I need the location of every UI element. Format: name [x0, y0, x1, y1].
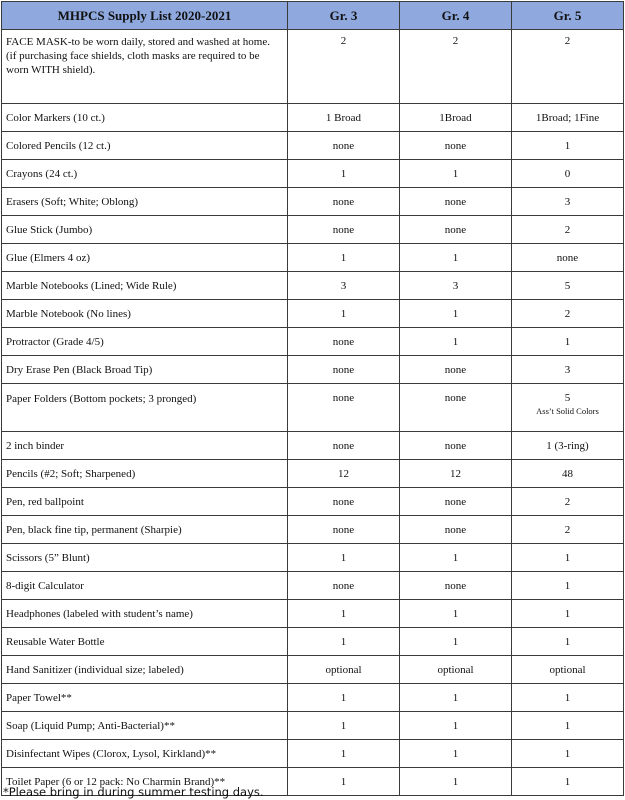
item-label: Marble Notebooks (Lined; Wide Rule)	[6, 279, 177, 292]
grade-5-cell	[512, 30, 624, 104]
quantity-value: none	[332, 223, 355, 236]
item-cell	[2, 104, 288, 132]
item-label: Pencils (#2; Soft; Sharpened)	[6, 467, 136, 480]
quantity-value: 3	[340, 279, 347, 292]
item-label: 8-digit Calculator	[6, 579, 84, 592]
item-label: Protractor (Grade 4/5)	[6, 335, 104, 348]
grade-5-cell	[512, 216, 624, 244]
grade-3-cell	[288, 300, 400, 328]
grade-3-cell	[288, 244, 400, 272]
grade-5-cell	[512, 432, 624, 460]
item-cell	[2, 300, 288, 328]
quantity-value: 1	[452, 551, 459, 564]
quantity-value: none	[332, 392, 355, 404]
quantity-value: 1	[564, 335, 571, 348]
quantity-value: 0	[564, 167, 571, 180]
quantity-value: none	[332, 139, 355, 152]
item-cell	[2, 712, 288, 740]
quantity-value: 1	[452, 635, 459, 648]
grade-4-cell	[400, 600, 512, 628]
grade-3-header: Gr. 3	[288, 2, 400, 30]
grade-5-cell	[512, 188, 624, 216]
quantity-value: 1	[452, 719, 459, 732]
grade-4-cell	[400, 356, 512, 384]
supply-list-sheet	[1, 1, 623, 796]
quantity-value: 1	[564, 139, 571, 152]
quantity-value: 12	[338, 467, 349, 480]
item-cell	[2, 384, 288, 432]
grade-5-cell	[512, 104, 624, 132]
table-row	[2, 516, 624, 544]
quantity-value: none	[444, 139, 467, 152]
grade-4-cell	[400, 188, 512, 216]
grade-3-cell	[288, 328, 400, 356]
grade-3-cell	[288, 544, 400, 572]
item-cell	[2, 30, 288, 104]
grade-4-cell	[400, 572, 512, 600]
quantity-value: 1Broad; 1Fine	[535, 111, 600, 124]
item-cell	[2, 216, 288, 244]
quantity-value: 2	[452, 35, 459, 47]
quantity-value: none	[332, 195, 355, 208]
grade-5-cell	[512, 272, 624, 300]
grade-3-cell	[288, 488, 400, 516]
item-cell	[2, 488, 288, 516]
table-row	[2, 104, 624, 132]
quantity-value: 2	[564, 307, 571, 320]
table-row	[2, 132, 624, 160]
quantity-value: 48	[562, 467, 573, 480]
quantity-value: none	[332, 523, 355, 536]
grade-4-cell	[400, 544, 512, 572]
item-cell	[2, 188, 288, 216]
grade-5-cell	[512, 740, 624, 768]
quantity-value: 1	[452, 307, 459, 320]
grade-3-cell	[288, 628, 400, 656]
item-cell	[2, 516, 288, 544]
grade-3-cell	[288, 516, 400, 544]
grade-3-cell	[288, 460, 400, 488]
item-label: Glue (Elmers 4 oz)	[6, 251, 90, 264]
table-row	[2, 488, 624, 516]
grade-4-cell	[400, 516, 512, 544]
item-label: Glue Stick (Jumbo)	[6, 223, 93, 236]
grade-3-cell	[288, 768, 400, 796]
table-row	[2, 628, 624, 656]
quantity-value: none	[332, 363, 355, 376]
quantity-value: none	[444, 392, 467, 404]
item-cell	[2, 160, 288, 188]
table-row	[2, 356, 624, 384]
quantity-value: 1	[452, 251, 459, 264]
item-cell	[2, 572, 288, 600]
grade-5-cell	[512, 544, 624, 572]
table-row	[2, 740, 624, 768]
item-cell	[2, 544, 288, 572]
grade-3-cell	[288, 216, 400, 244]
table-row	[2, 300, 624, 328]
quantity-value: 1	[564, 551, 571, 564]
item-cell	[2, 628, 288, 656]
item-label: Hand Sanitizer (individual size; labeled)	[6, 663, 184, 676]
item-cell	[2, 656, 288, 684]
grade-5-cell	[512, 356, 624, 384]
quantity-value: none	[444, 363, 467, 376]
grade-4-cell	[400, 460, 512, 488]
grade-5-header: Gr. 5	[512, 2, 624, 30]
grade-4-cell	[400, 244, 512, 272]
quantity-value: 5	[564, 392, 571, 404]
quantity-value: 1	[340, 747, 347, 760]
item-label: 2 inch binder	[6, 439, 65, 452]
item-cell	[2, 460, 288, 488]
grade-5-cell	[512, 768, 624, 796]
quantity-value: 3	[564, 195, 571, 208]
item-label: Color Markers (10 ct.)	[6, 111, 105, 124]
table-row	[2, 272, 624, 300]
quantity-value: 1	[340, 307, 347, 320]
grade-3-cell	[288, 104, 400, 132]
grade-4-cell	[400, 432, 512, 460]
grade-5-cell	[512, 628, 624, 656]
grade-5-cell	[512, 516, 624, 544]
item-label: Scissors (5” Blunt)	[6, 551, 90, 564]
item-label: FACE MASK-to be worn daily, stored and washed at home. (if purchasing face shields, cloth masks are required to be worn WITH shield).	[6, 36, 270, 76]
quantity-value: none	[444, 223, 467, 236]
quantity-value: 3	[564, 363, 571, 376]
quantity-value: 2	[564, 223, 571, 236]
table-row	[2, 544, 624, 572]
grade-3-cell	[288, 160, 400, 188]
table-row	[2, 384, 624, 432]
quantity-value: none	[556, 251, 579, 264]
quantity-value: none	[444, 523, 467, 536]
item-label: Paper Towel**	[6, 691, 72, 704]
table-row	[2, 460, 624, 488]
grade-5-cell	[512, 132, 624, 160]
grade-5-cell	[512, 384, 624, 432]
item-label: Headphones (labeled with student’s name)	[6, 607, 193, 620]
grade-3-cell	[288, 572, 400, 600]
item-label: Colored Pencils (12 ct.)	[6, 139, 111, 152]
grade-3-cell	[288, 684, 400, 712]
grade-4-cell	[400, 328, 512, 356]
item-label: Erasers (Soft; White; Oblong)	[6, 195, 139, 208]
grade-5-cell	[512, 684, 624, 712]
table-row	[2, 572, 624, 600]
grade-3-cell	[288, 272, 400, 300]
quantity-value: 1	[340, 607, 347, 620]
grade-5-cell	[512, 328, 624, 356]
item-cell	[2, 684, 288, 712]
quantity-value: none	[332, 335, 355, 348]
item-cell	[2, 132, 288, 160]
grade-4-cell	[400, 656, 512, 684]
grade-3-cell	[288, 384, 400, 432]
quantity-value: 1	[340, 635, 347, 648]
quantity-value: 1	[340, 551, 347, 564]
item-label: Pen, black fine tip, permanent (Sharpie)	[6, 523, 182, 536]
table-row	[2, 160, 624, 188]
table-row	[2, 600, 624, 628]
grade-4-cell	[400, 160, 512, 188]
quantity-value: optional	[437, 663, 474, 676]
grade-5-cell	[512, 300, 624, 328]
grade-3-cell	[288, 656, 400, 684]
quantity-value: 1	[452, 607, 459, 620]
quantity-value: none	[332, 579, 355, 592]
grade-4-cell	[400, 684, 512, 712]
grade-4-header: Gr. 4	[400, 2, 512, 30]
quantity-value: 1	[564, 579, 571, 592]
quantity-value: none	[332, 439, 355, 452]
grade-4-cell	[400, 628, 512, 656]
grade-4-cell	[400, 712, 512, 740]
quantity-value: 2	[340, 35, 347, 47]
grade-3-cell	[288, 132, 400, 160]
item-cell	[2, 432, 288, 460]
table-row	[2, 30, 624, 104]
quantity-value: 1	[564, 635, 571, 648]
quantity-value: 1	[564, 747, 571, 760]
quantity-value: none	[444, 495, 467, 508]
grade-4-cell	[400, 740, 512, 768]
quantity-value: none	[444, 439, 467, 452]
grade-3-cell	[288, 432, 400, 460]
quantity-value: optional	[325, 663, 362, 676]
quantity-value: 5	[564, 279, 571, 292]
quantity-value: 1	[340, 251, 347, 264]
grade-5-cell	[512, 244, 624, 272]
table-row	[2, 188, 624, 216]
grade-4-cell	[400, 104, 512, 132]
item-label: Marble Notebook (No lines)	[6, 307, 131, 320]
item-cell	[2, 272, 288, 300]
quantity-value: 1 (3-ring)	[546, 439, 589, 452]
grade-4-cell	[400, 132, 512, 160]
grade-4-cell	[400, 30, 512, 104]
grade-4-cell	[400, 488, 512, 516]
item-cell	[2, 740, 288, 768]
item-label: Pen, red ballpoint	[6, 495, 84, 508]
grade-4-cell	[400, 384, 512, 432]
table-row	[2, 656, 624, 684]
quantity-value: 1	[340, 167, 347, 180]
grade-5-cell	[512, 488, 624, 516]
quantity-value: 1	[340, 719, 347, 732]
grade-4-cell	[400, 300, 512, 328]
quantity-value: none	[332, 495, 355, 508]
grade-3-cell	[288, 188, 400, 216]
grade-5-cell	[512, 460, 624, 488]
item-cell	[2, 244, 288, 272]
supply-rows	[2, 30, 624, 796]
item-label: Reusable Water Bottle	[6, 635, 105, 648]
quantity-value: 1	[564, 691, 571, 704]
quantity-value: 1	[564, 719, 571, 732]
grade-3-cell	[288, 740, 400, 768]
quantity-value: 1	[452, 691, 459, 704]
supply-table	[1, 1, 624, 796]
quantity-value: 1 Broad	[325, 111, 362, 124]
grade-5-cell	[512, 712, 624, 740]
item-cell	[2, 356, 288, 384]
table-row	[2, 432, 624, 460]
grade-5-cell	[512, 656, 624, 684]
item-label: Disinfectant Wipes (Clorox, Lysol, Kirkland)**	[6, 747, 217, 760]
quantity-value: 1	[340, 775, 347, 788]
quantity-value: 1Broad	[439, 111, 472, 124]
item-label: Toilet Paper (6 or 12 pack: No Charmin Brand)**	[6, 775, 226, 788]
quantity-value: 1	[340, 691, 347, 704]
item-label: Soap (Liquid Pump; Anti-Bacterial)**	[6, 719, 175, 732]
grade-5-cell	[512, 572, 624, 600]
item-cell	[2, 600, 288, 628]
quantity-value: 1	[452, 747, 459, 760]
quantity-value: none	[444, 195, 467, 208]
grade-3-cell	[288, 712, 400, 740]
quantity-value: 3	[452, 279, 459, 292]
table-row	[2, 712, 624, 740]
table-row	[2, 244, 624, 272]
quantity-value: none	[444, 579, 467, 592]
item-label: Dry Erase Pen (Black Broad Tip)	[6, 363, 153, 376]
grade-3-cell	[288, 30, 400, 104]
quantity-value: 2	[564, 35, 571, 47]
grade-3-cell	[288, 356, 400, 384]
quantity-value: 1	[564, 775, 571, 788]
grade-3-cell	[288, 600, 400, 628]
grade-4-cell	[400, 216, 512, 244]
grade-5-cell	[512, 600, 624, 628]
quantity-value: 12	[450, 467, 461, 480]
table-row	[2, 328, 624, 356]
quantity-value: 1	[564, 607, 571, 620]
table-title: MHPCS Supply List 2020-2021	[2, 2, 288, 30]
quantity-note: Ass’t Solid Colors	[536, 406, 599, 416]
table-row	[2, 684, 624, 712]
quantity-value: 2	[564, 495, 571, 508]
item-cell	[2, 328, 288, 356]
item-label: Crayons (24 ct.)	[6, 167, 78, 180]
header-row	[2, 2, 624, 30]
quantity-value: 2	[564, 523, 571, 536]
grade-5-cell	[512, 160, 624, 188]
quantity-value: 1	[452, 335, 459, 348]
quantity-value: 1	[452, 775, 459, 788]
quantity-value: 1	[452, 167, 459, 180]
grade-4-cell	[400, 768, 512, 796]
grade-4-cell	[400, 272, 512, 300]
quantity-value: optional	[549, 663, 586, 676]
footnote: *Please bring in during summer testing days.	[3, 785, 264, 799]
item-label: Paper Folders (Bottom pockets; 3 pronged)	[6, 393, 197, 405]
table-row	[2, 216, 624, 244]
